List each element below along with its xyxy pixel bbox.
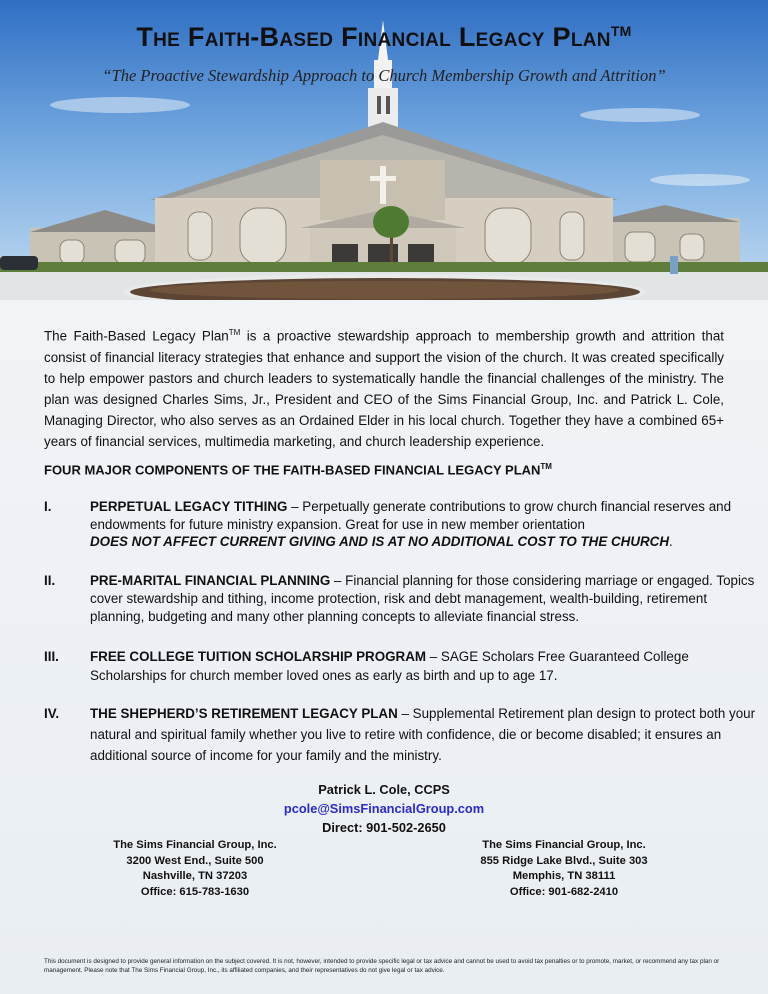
component-number: I.	[44, 499, 52, 514]
contact-block	[0, 780, 768, 837]
component-body	[90, 498, 762, 551]
office-company: The Sims Financial Group, Inc.	[482, 839, 646, 851]
component-title: PRE-MARITAL FINANCIAL PLANNING	[90, 573, 331, 588]
components-heading-text: FOUR MAJOR COMPONENTS OF THE FAITH-BASED FINANCIAL LEGACY PLAN	[44, 462, 541, 478]
components-heading-trademark: TM	[540, 462, 552, 471]
contact-email-link[interactable]: pcole@SimsFinancialGroup.com	[283, 801, 485, 816]
office-address-nashville	[55, 838, 335, 900]
component-text: – Supplemental Retirement plan design to protect both your natural and spiritual family whether you live to retire with confidence, die or become disabled; it ensures an additional source of income for your family and the ministry.	[90, 706, 756, 763]
component-text: – Financial planning for those considering marriage or engaged. Topics cover stewardship and tithing, income protection, risk and debt management, wealth-building, retirement planning, budgeting and many other planning concepts to alleviate financial stress.	[90, 573, 755, 624]
document-title	[0, 22, 768, 53]
office-street: 3200 West End., Suite 500	[126, 854, 264, 867]
component-body	[90, 703, 762, 766]
intro-paragraph	[44, 322, 724, 453]
component-note: DOES NOT AFFECT CURRENT GIVING AND IS AT NO ADDITIONAL COST TO THE CHURCH	[90, 534, 670, 549]
component-number: II.	[44, 573, 56, 588]
components-heading	[44, 462, 744, 477]
title-text: The Faith-Based Financial Legacy Plan	[136, 22, 611, 52]
office-city: Nashville, TN 37203	[142, 870, 248, 882]
office-company: The Sims Financial Group, Inc.	[113, 839, 277, 851]
office-city: Memphis, TN 38111	[512, 870, 616, 882]
contact-direct-phone: Direct: 901-502-2650	[322, 820, 446, 835]
office-address-memphis	[424, 838, 704, 900]
legal-disclaimer: This document is designed to provide general information on the subject covered. It is not, however, intended to provide specific legal or tax advice and cannot be used to avoid tax penalties or to promote, market, or recommend any tax plan or management. Please note that The Sims Financial Group, Inc., its affiliated companies, and their representatives do not give legal or tax advice.	[44, 958, 720, 974]
component-text: – Perpetually generate contributions to grow church financial reserves and endowments for future ministry expansion. Great for use in new member orientation	[90, 499, 732, 532]
component-body	[90, 647, 762, 685]
document-subtitle: “The Proactive Stewardship Approach to Church Membership Growth and Attrition”	[102, 66, 666, 85]
component-text: – SAGE Scholars Free Guaranteed College Scholarships for church member loved ones as early as birth and up to age 17.	[90, 649, 689, 683]
component-title: FREE COLLEGE TUITION SCHOLARSHIP PROGRAM	[90, 649, 427, 664]
title-trademark: TM	[610, 23, 632, 39]
office-phone: Office: 615-783-1630	[140, 885, 250, 898]
component-note-end: .	[669, 534, 673, 549]
office-phone: Office: 901-682-2410	[509, 885, 619, 898]
intro-prefix: The Faith-Based Legacy Plan	[44, 328, 229, 344]
contact-name: Patrick L. Cole, CCPS	[318, 782, 450, 797]
office-street: 855 Ridge Lake Blvd., Suite 303	[480, 854, 648, 867]
component-number: IV.	[44, 706, 60, 721]
intro-text: is a proactive stewardship approach to membership growth and attrition that consist of financial literacy strategies that enhance and support the vision of the church. It was created specifically to help empower pastors and church leaders to systematically handle the financial challenges of the ministry. The plan was designed Charles Sims, Jr., President and CEO of the Sims Financial Group, Inc. and Patrick L. Cole, Managing Director, who also serves as an Ordained Elder in his local church. Together they have a combined 65+ years of financial services, multimedia marketing, and church leadership experience.	[44, 328, 724, 450]
intro-trademark: TM	[228, 328, 241, 337]
component-title: THE SHEPHERD’S RETIREMENT LEGACY PLAN	[90, 706, 398, 721]
component-title: PERPETUAL LEGACY TITHING	[90, 499, 288, 514]
component-number: III.	[44, 649, 59, 664]
component-body	[90, 572, 762, 626]
